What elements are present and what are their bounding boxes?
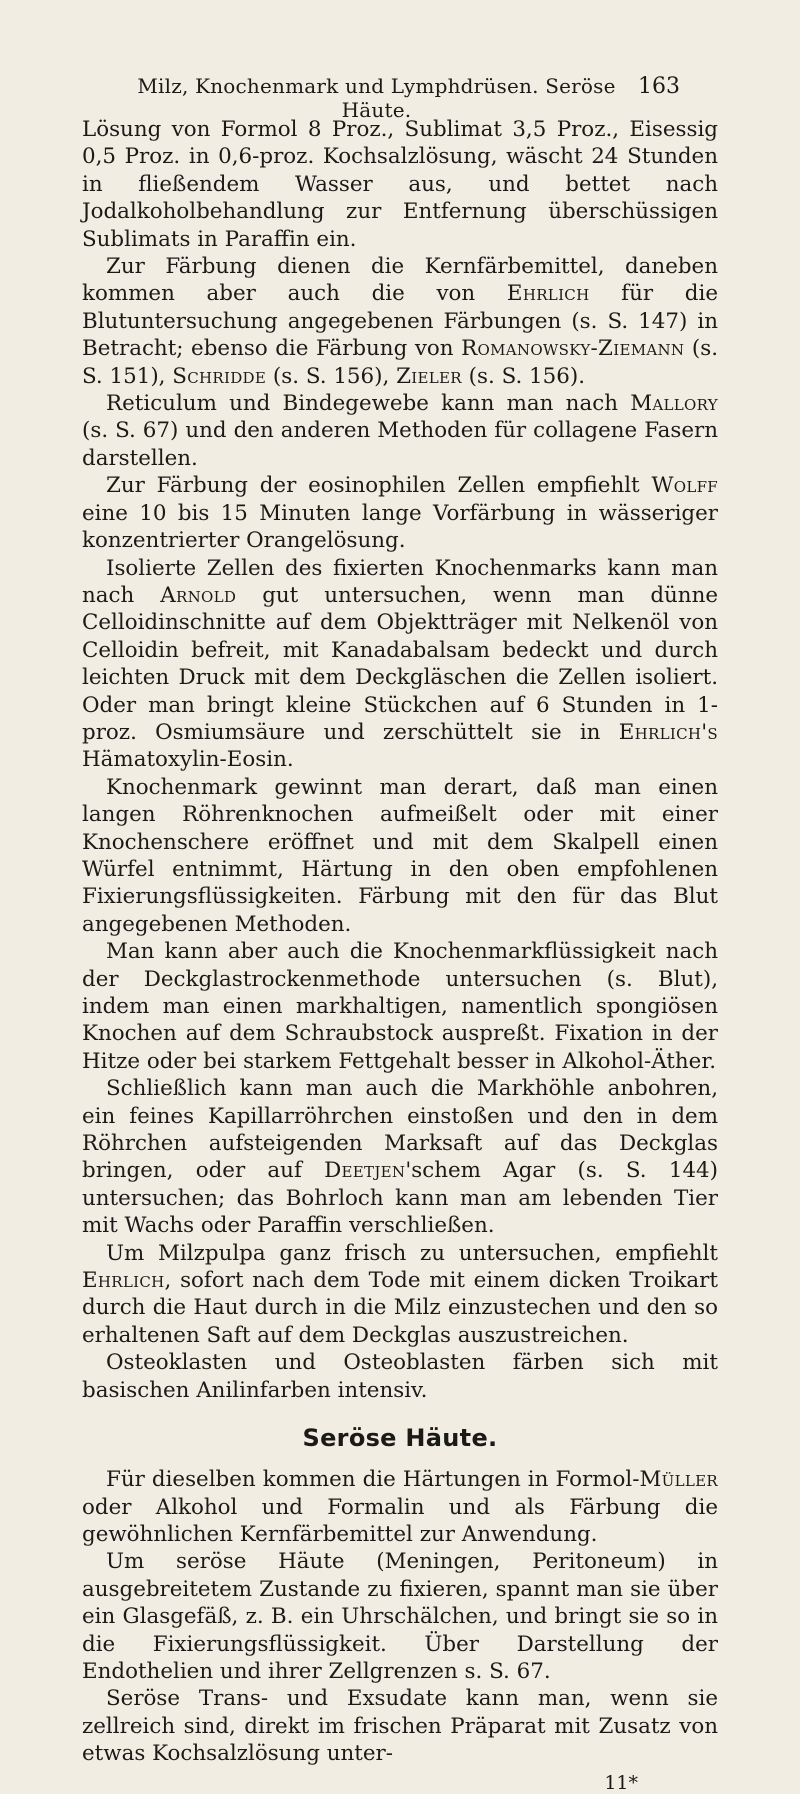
paragraph-text: oder Alkohol und Formalin und als Färbung die gewöhnlichen Kernfärbemittel zur Anwendung.: [82, 1494, 718, 1547]
running-header: [115, 74, 680, 122]
paragraph: [82, 1240, 718, 1350]
author-name: Ehrlich: [506, 281, 590, 307]
paragraph-text: Um seröse Häute (Meningen, Peritoneum) in ausgebreitetem Zustande zu fixieren, spannt man sie über ein Glasgefäß, z. B. ein Uhrschälchen, und bringt sie so in die Fixierungsflüssigkeit. Über Darstellung der Endothelien und ihrer Zellgrenzen s. S. 67.: [82, 1549, 718, 1684]
paragraph-text: Reticulum und Bindegewebe kann man nach: [106, 391, 631, 417]
paragraph: [82, 390, 718, 472]
paragraph-text: Man kann aber auch die Knochenmarkflüssigkeit nach der Deckglastrockenmethode untersuchen (s. Blut), indem man einen markhaltigen, namentlich spongiösen Knochen auf dem Schraubstock auspreßt. Fixation in der Hitze oder bei starkem Fettgehalt besser in Alkohol-Äther.: [82, 939, 718, 1074]
header-title: Milz, Knochenmark und Lymphdrüsen. Seröse Häute.: [137, 74, 616, 122]
author-name: Müller: [639, 1467, 718, 1493]
paragraph: [82, 1349, 718, 1404]
author-name: Arnold: [160, 582, 237, 608]
paragraph: [82, 472, 718, 554]
paragraph-text: gut untersuchen, wenn man dünne Celloidinschnitte auf dem Objektträger mit Nelkenöl von Celloidin befreit, mit Kanadabalsam bedeckt und durch leichten Druck mit dem Deckgläschen die Zellen isoliert. Oder man bringt kleine Stückchen auf 6 Stunden in 1-proz. Osmiumsäure und zerschüttelt sie in: [82, 582, 719, 745]
paragraph: [82, 938, 718, 1075]
author-name: Romanowsky-Ziemann: [461, 336, 685, 362]
paragraph: [82, 1548, 718, 1685]
paragraph: [82, 1466, 718, 1548]
paragraph-text: Isolierte Zellen des fixierten Knochenmarks kann man nach: [82, 555, 718, 608]
paragraph-text: Lösung von Formol 8 Proz., Sublimat 3,5 Proz., Eisessig 0,5 Proz. in 0,6-proz. Kochsalzlösung, wäscht 24 Stunden in fließendem Wasser aus, und bettet nach Jodalkoholbehandlung zur Entfernung überschüssigen Sublimats in Paraffin ein.: [82, 117, 718, 252]
text-block-upper: [82, 116, 718, 1404]
author-name: Wolff: [651, 473, 718, 499]
paragraph: [82, 253, 718, 390]
paragraph-text: für die Blutuntersuchung angegebenen Färbungen (s. S. 147) in Betracht; ebenso die Färbung von: [82, 281, 718, 362]
sheet-signature: 11*: [604, 1771, 638, 1794]
paragraph-text: (s. S. 156).: [461, 363, 586, 389]
author-name: Schridde: [172, 363, 267, 389]
paragraph-text: Um Milzpulpa ganz frisch zu untersuchen, empfiehlt: [106, 1240, 718, 1266]
paragraph: [82, 555, 718, 774]
paragraph: [82, 116, 718, 253]
paragraph-text: 'schem Agar (s. S. 144) untersuchen; das Bohrloch kann man am lebenden Tier mit Wachs oder Paraffin verschließen.: [82, 1158, 719, 1239]
paragraph-text: eine 10 bis 15 Minuten lange Vorfärbung in wässeriger konzentrierter Orangelösung.: [82, 500, 718, 554]
paragraph-text: (s. S. 156),: [266, 363, 397, 389]
paragraph-text: Schließlich kann man auch die Markhöhle anbohren, ein feines Kapillarröhrchen einstoßen und den in dem Röhrchen aufsteigenden Marksaft auf das Deckglas bringen, oder auf: [82, 1076, 718, 1184]
author-name: Zieler: [396, 363, 462, 389]
author-name: Ehrlich: [82, 1268, 165, 1294]
paragraph-text: Knochenmark gewinnt man derart, daß man einen langen Röhrenknochen aufmeißelt oder mit einer Knochenschere eröffnet und mit dem Skalpell einen Würfel entnimmt, Härtung in den oben empfohlenen Fixierungsflüssigkeiten. Färbung mit den für das Blut angegebenen Methoden.: [82, 774, 718, 937]
paragraph: [82, 1685, 718, 1767]
paragraph-text: Für dieselben kommen die Härtungen in Formol-: [106, 1467, 640, 1493]
author-name: Deetjen: [324, 1158, 406, 1184]
paragraph: [82, 1075, 718, 1239]
page-number: 163: [638, 74, 680, 99]
paragraph-text: (s. S. 151),: [82, 336, 719, 389]
paragraph-text: Hämatoxylin-Eosin.: [82, 747, 294, 773]
page-body: [82, 116, 718, 1794]
paragraph-text: Osteoklasten und Osteoblasten färben sich mit basischen Anilinfarben intensiv.: [82, 1350, 718, 1403]
paragraph-text: (s. S. 67) und den anderen Methoden für collagene Fasern darstellen.: [82, 418, 718, 471]
paragraph-text: Seröse Trans- und Exsudate kann man, wenn sie zellreich sind, direkt im frischen Präparat mit Zusatz von etwas Kochsalzlösung unter-: [82, 1686, 718, 1767]
paragraph-text: Zur Färbung dienen die Kernfärbemittel, daneben kommen aber auch die von: [82, 254, 718, 307]
paragraph-text: Zur Färbung der eosinophilen Zellen empfiehlt: [106, 473, 652, 499]
author-name: Mallory: [630, 391, 718, 417]
author-name: Ehrlich's: [618, 719, 718, 745]
section-heading: Seröse Häute.: [302, 1424, 498, 1453]
paragraph: [82, 774, 718, 938]
paragraph-text: , sofort nach dem Tode mit einem dicken Troikart durch die Haut durch in die Milz einzustechen und den so erhaltenen Saft auf dem Deckglas auszustreichen.: [82, 1268, 718, 1348]
text-block-lower: [82, 1466, 718, 1767]
